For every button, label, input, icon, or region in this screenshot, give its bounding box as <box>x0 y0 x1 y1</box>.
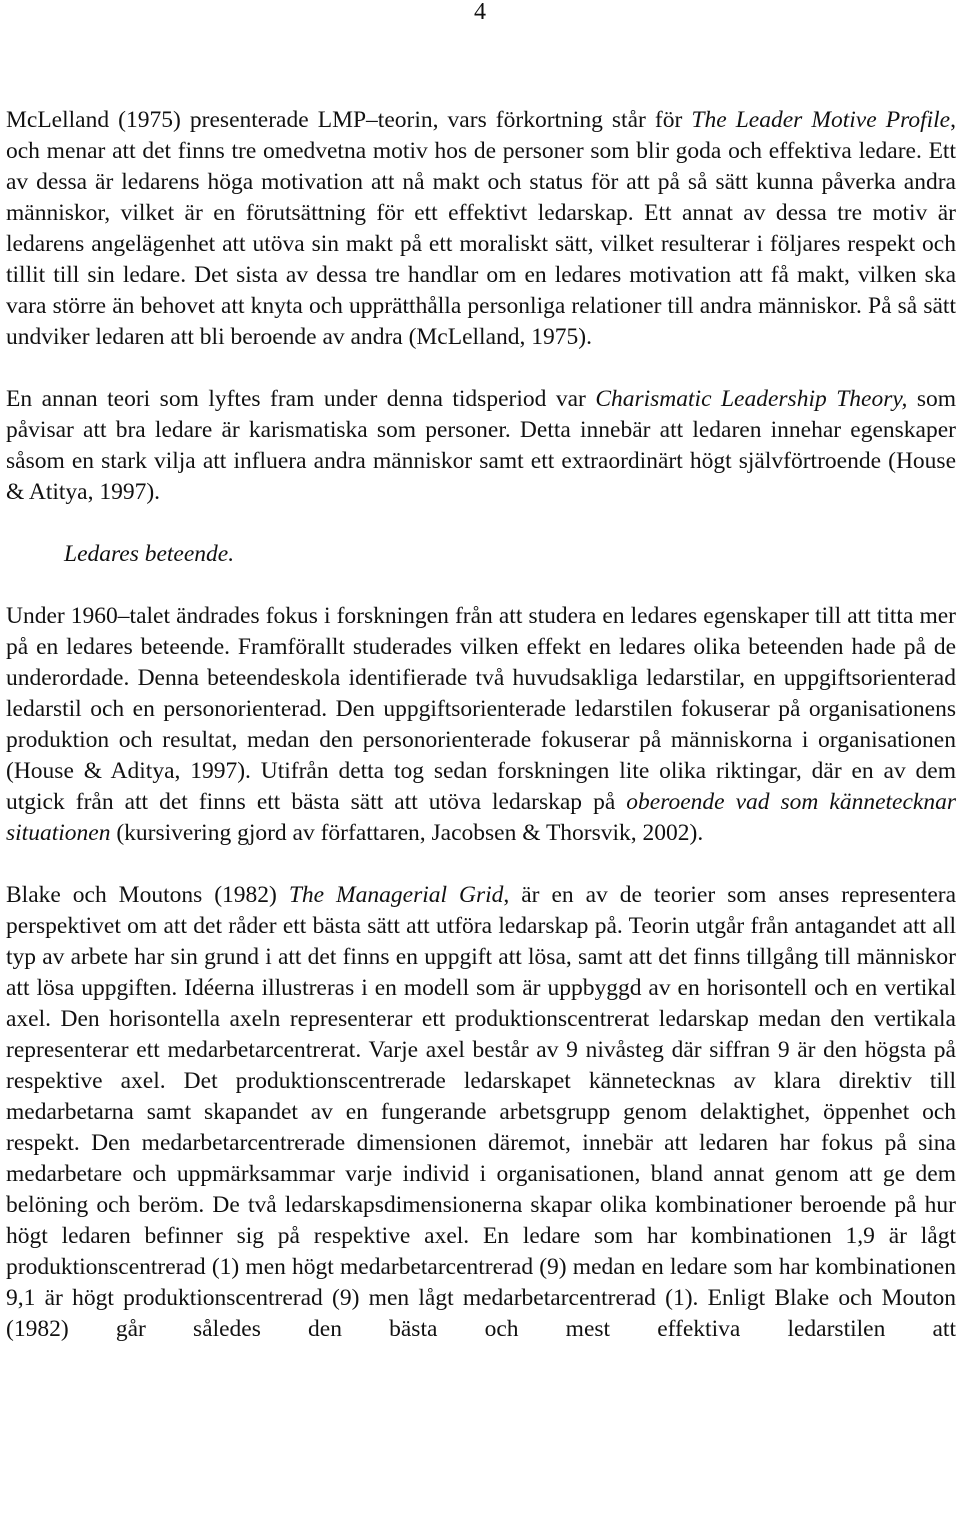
paragraph-text: , är en av de teorier som anses representera perspektivet om att det råder ett bästa sätt att utföra ledarskap på. Teorin utgår från antagandet att all typ av arbete har sin grund i att det finns en uppgift att lösa, samt att det finns tillgång till människor att lösa uppgiften. Idéerna illustreras i en modell som är uppbyggd av en horisontell och en vertikal axel. Den horisontella axeln representerar ett produktionscentrerat ledarskap medan den vertikala representerar ett medarbetarcentrerat. Varje axel består av 9 nivåsteg där siffran 9 är den högsta på respektive axel. Det produktionscentrerade ledarskapet kännetecknas av klara direktiv till medarbetarna samt skapandet av en fungerande arbetsgrupp genom delaktighet, öppenhet och respekt. Den medarbetarcentrerade dimensionen däremot, innebär att ledaren har fokus på sina medarbetare och uppmärksammar varje individ i organisationen, bland annat genom att ge dem belöning och beröm. De två ledarskapsdimensionerna skapar olika kombinationer beroende på hur högt ledaren befinner sig på respektive axel. En ledare som har kombinationen 1,9 är lågt produktionscentrerad (1) men högt medarbetarcentrerad (9) medan en ledare som har kombinationen 9,1 är högt produktionscentrerad (9) men lågt medarbetarcentrerad (1). Enligt Blake och Mouton (1982) går således den bästa och mest effektiva ledarstilen att <box>6 882 957 1342</box>
paragraph-text: En annan teori som lyftes fram under denna tidsperiod var <box>6 386 596 412</box>
italic-term: oberoende vad som kännetecknar situationen <box>6 789 956 846</box>
paragraph-behaviour-school <box>6 601 956 849</box>
italic-term: Charismatic Leadership Theory, <box>595 386 908 412</box>
italic-term: The Leader Motive Profile <box>691 107 951 133</box>
page-number: 4 <box>474 0 486 25</box>
paragraph-managerial-grid <box>6 880 956 1345</box>
document-body <box>6 105 956 1345</box>
paragraph-text: Under 1960–talet ändrades fokus i forskningen från att studera en ledares egenskaper till att titta mer på en ledares beteende. Framförallt studerades vilken effekt en ledares olika beteenden hade på de underordade. Denna beteendeskola identifierade två huvudsakliga ledarstilar, en uppgiftsorienterad ledarstil och en personorienterad. Den uppgiftsorienterade ledarstilen fokuserar på organisationens produktion och resultat, medan den personorienterade fokuserar på människorna i organisationen (House & Aditya, 1997). Utifrån detta tog sedan forskningen lite olika riktingar, där en av dem utgick från att det finns ett bästa sätt att utöva ledarskap på <box>6 603 956 815</box>
paragraph-lmp-theory <box>6 105 956 353</box>
italic-term: The Managerial Grid <box>288 882 504 908</box>
paragraph-text: , och menar att det finns tre omedvetna motiv hos de personer som blir goda och effektiva ledare. Ett av dessa är ledarens höga motivation att nå makt och status för att på så sätt kunna påverka andra människor, vilket är en förutsättning för ett effektivt ledarskap. Ett annat av dessa tre motiv är ledarens angelägenhet att utöva sin makt på ett moraliskt sätt, vilket resulterar i följares respekt och tillit till sin ledare. Det sista av dessa tre handlar om en ledares motivation att få makt, vilken ska vara större än behovet att knyta och upprätthålla personliga relationer till andra människor. På så sätt undviker ledaren att bli beroende av andra (McLelland, 1975). <box>6 107 956 350</box>
paragraph-text: som påvisar att bra ledare är karismatiska som personer. Detta innebär att ledaren innehar egenskaper såsom en stark vilja att influera andra människor samt ett extraordinärt högt självförtroende (House & Atitya, 1997). <box>6 386 957 505</box>
paragraph-charismatic-theory <box>6 384 956 508</box>
paragraph-text: (kursivering gjord av författaren, Jacobsen & Thorsvik, 2002). <box>110 820 704 846</box>
section-heading: Ledares beteende. <box>64 541 235 567</box>
paragraph-text: Blake och Moutons (1982) <box>6 882 289 908</box>
paragraph-text: McLelland (1975) presenterade LMP–teorin, vars förkortning står för <box>6 107 692 133</box>
